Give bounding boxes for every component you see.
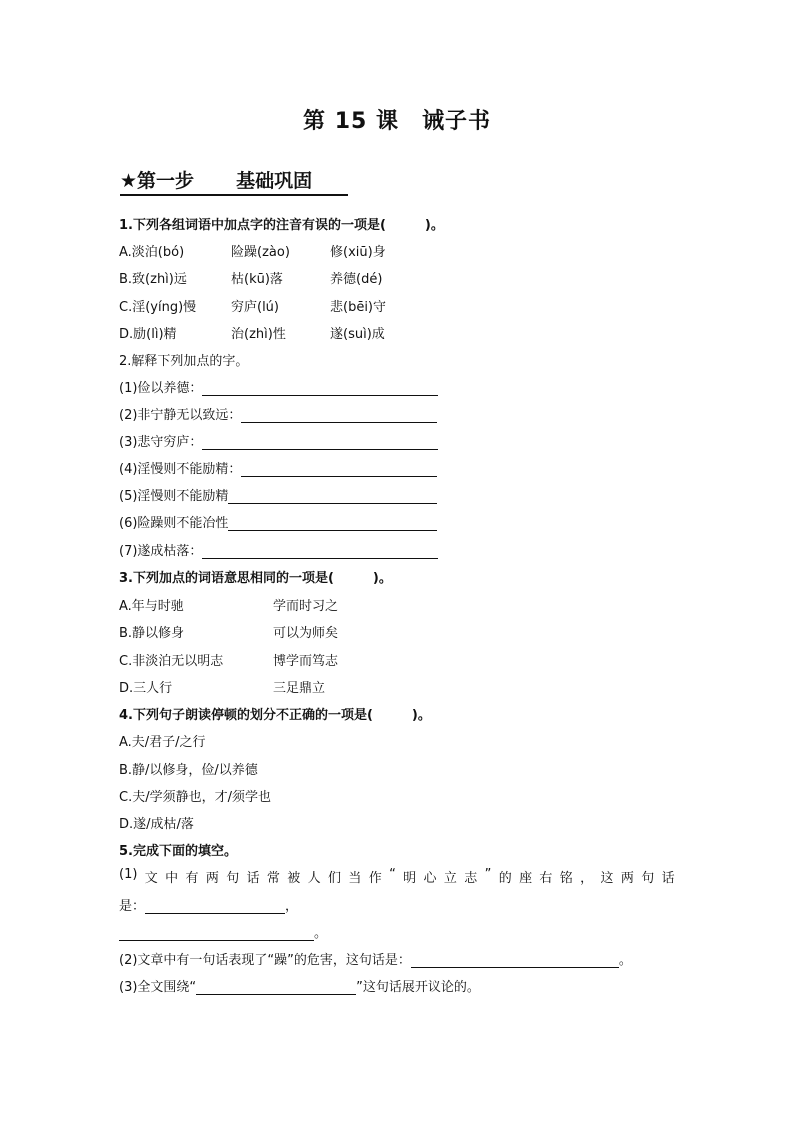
q3-option-d-1: D.三人行: [119, 681, 173, 696]
q2-item-label: (7)遂成枯落：: [119, 544, 203, 559]
q5-comma: ，: [285, 899, 299, 914]
answer-blank[interactable]: [228, 489, 437, 504]
question-3-stem: 3.下列加点的词语意思相同的一项是( )。: [119, 571, 392, 586]
star-icon: ★: [120, 170, 138, 192]
answer-blank[interactable]: [411, 953, 619, 968]
answer-blank[interactable]: [119, 926, 314, 941]
q5-char: 中: [165, 871, 179, 886]
q4-option-a: A.夫/君子/之行: [119, 735, 206, 750]
q5-char: 人: [307, 871, 321, 886]
q5-char: 话: [246, 871, 260, 886]
q5-char: 这: [600, 871, 614, 886]
q3-option-a-1: A.年与时驰: [119, 599, 184, 614]
q5-char: 话: [661, 871, 675, 886]
q1-option-c-1: C.淫(yíng)慢: [119, 300, 197, 315]
q2-item: [119, 458, 437, 477]
q5-char: 右: [539, 871, 553, 886]
answer-blank[interactable]: [202, 435, 438, 450]
q5-item-3: [119, 976, 480, 995]
q5-char: 心: [423, 871, 437, 886]
q4-option-d: D.遂/成枯/落: [119, 817, 194, 832]
q5-item-1-text: [119, 867, 675, 886]
q1-option-a-3: 修(xiū)身: [330, 245, 386, 260]
q2-item-label: (5)淫慢则不能励精: [119, 489, 229, 504]
section-step: 第一步: [137, 170, 195, 192]
q5-period: 。: [618, 953, 632, 968]
q1-option-b-1: B.致(zhì)远: [119, 272, 187, 287]
q1-option-c-2: 穷庐(lú): [231, 300, 279, 315]
q5-char: ，: [580, 871, 594, 886]
q1-option-d-2: 治(zhì)性: [231, 327, 286, 342]
q1-option-c-3: 悲(bēi)守: [330, 300, 387, 315]
answer-blank[interactable]: [202, 381, 438, 396]
q5-period: 。: [314, 926, 328, 941]
q5-char: 座: [519, 871, 533, 886]
q5-item-1-line3: [119, 922, 327, 941]
q5-char: ”: [484, 867, 492, 882]
q3-option-c-2: 博学而笃志: [273, 654, 339, 669]
q3-option-b-2: 可以为师矣: [273, 626, 339, 641]
q3-option-b-1: B.静以修身: [119, 626, 185, 641]
q2-item: [119, 512, 437, 531]
q1-option-b-2: 枯(kū)落: [231, 272, 283, 287]
q5-char: 两: [620, 871, 634, 886]
q5-label: (3)全文围绕“: [119, 980, 197, 995]
q1-option-d-3: 遂(suì)成: [330, 327, 385, 342]
q5-item-1-line2: [119, 895, 298, 914]
q2-item-label: (3)悲守穷庐：: [119, 435, 203, 450]
q5-char: 常: [266, 871, 280, 886]
q4-option-b: B.静/以修身，俭/以养德: [119, 763, 258, 778]
q5-char: 两: [205, 871, 219, 886]
section-name: 基础巩固: [236, 170, 313, 192]
q1-option-b-3: 养德(dé): [330, 272, 383, 287]
q2-item: [119, 377, 438, 396]
q5-char: 当: [348, 871, 362, 886]
q5-char: 句: [641, 871, 655, 886]
q5-char: 有: [185, 871, 199, 886]
answer-blank[interactable]: [241, 408, 437, 423]
q1-option-a-1: A.淡泊(bó): [119, 245, 185, 260]
q3-option-a-2: 学而时习之: [273, 599, 339, 614]
q5-char: 的: [498, 871, 512, 886]
q3-option-c-1: C.非淡泊无以明志: [119, 654, 224, 669]
q5-char: 文: [144, 871, 158, 886]
q2-item-label: (2)非宁静无以致远：: [119, 408, 242, 423]
answer-blank[interactable]: [228, 516, 437, 531]
q5-char: 立: [443, 871, 457, 886]
q1-option-a-2: 险躁(zào): [231, 245, 290, 260]
question-1-stem: 1.下列各组词语中加点字的注音有误的一项是( )。: [119, 218, 444, 233]
question-5-stem: 5.完成下面的填空。: [119, 844, 237, 859]
q2-item: [119, 431, 438, 450]
answer-blank[interactable]: [145, 899, 285, 914]
q5-char: 铭: [559, 871, 573, 886]
q4-option-c: C.夫/学须静也，才/须学也: [119, 790, 271, 805]
q2-item-label: (4)淫慢则不能励精：: [119, 462, 242, 477]
q2-item: [119, 404, 437, 423]
q5-item-2: [119, 949, 632, 968]
q2-item-label: (1)俭以养德：: [119, 381, 203, 396]
answer-blank[interactable]: [241, 462, 437, 477]
section-heading: [120, 166, 348, 196]
answer-blank[interactable]: [196, 980, 356, 995]
q5-label: (2)文章中有一句话表现了“躁”的危害，这句话是：: [119, 953, 411, 968]
q1-option-d-1: D.励(lì)精: [119, 327, 177, 342]
q5-char: (1): [119, 867, 138, 882]
q5-char: 志: [464, 871, 478, 886]
q5-char: 们: [328, 871, 342, 886]
q5-char: 作: [368, 871, 382, 886]
q3-option-d-2: 三足鼎立: [273, 681, 326, 696]
question-2-stem: 2.解释下列加点的字。: [119, 354, 249, 369]
lesson-title: 第 15 课 诫子书: [303, 109, 491, 134]
answer-blank[interactable]: [202, 544, 438, 559]
q2-item: [119, 540, 438, 559]
q2-item-label: (6)险躁则不能冶性: [119, 516, 229, 531]
q5-char: 句: [226, 871, 240, 886]
q5-char: 被: [287, 871, 301, 886]
q2-item: [119, 485, 437, 504]
q5-char: 明: [403, 871, 417, 886]
q5-label: 是：: [119, 899, 146, 914]
q5-label: ”这句话展开议论的。: [356, 980, 480, 995]
question-4-stem: 4.下列句子朗读停顿的划分不正确的一项是( )。: [119, 708, 431, 723]
q5-char: “: [389, 867, 396, 882]
